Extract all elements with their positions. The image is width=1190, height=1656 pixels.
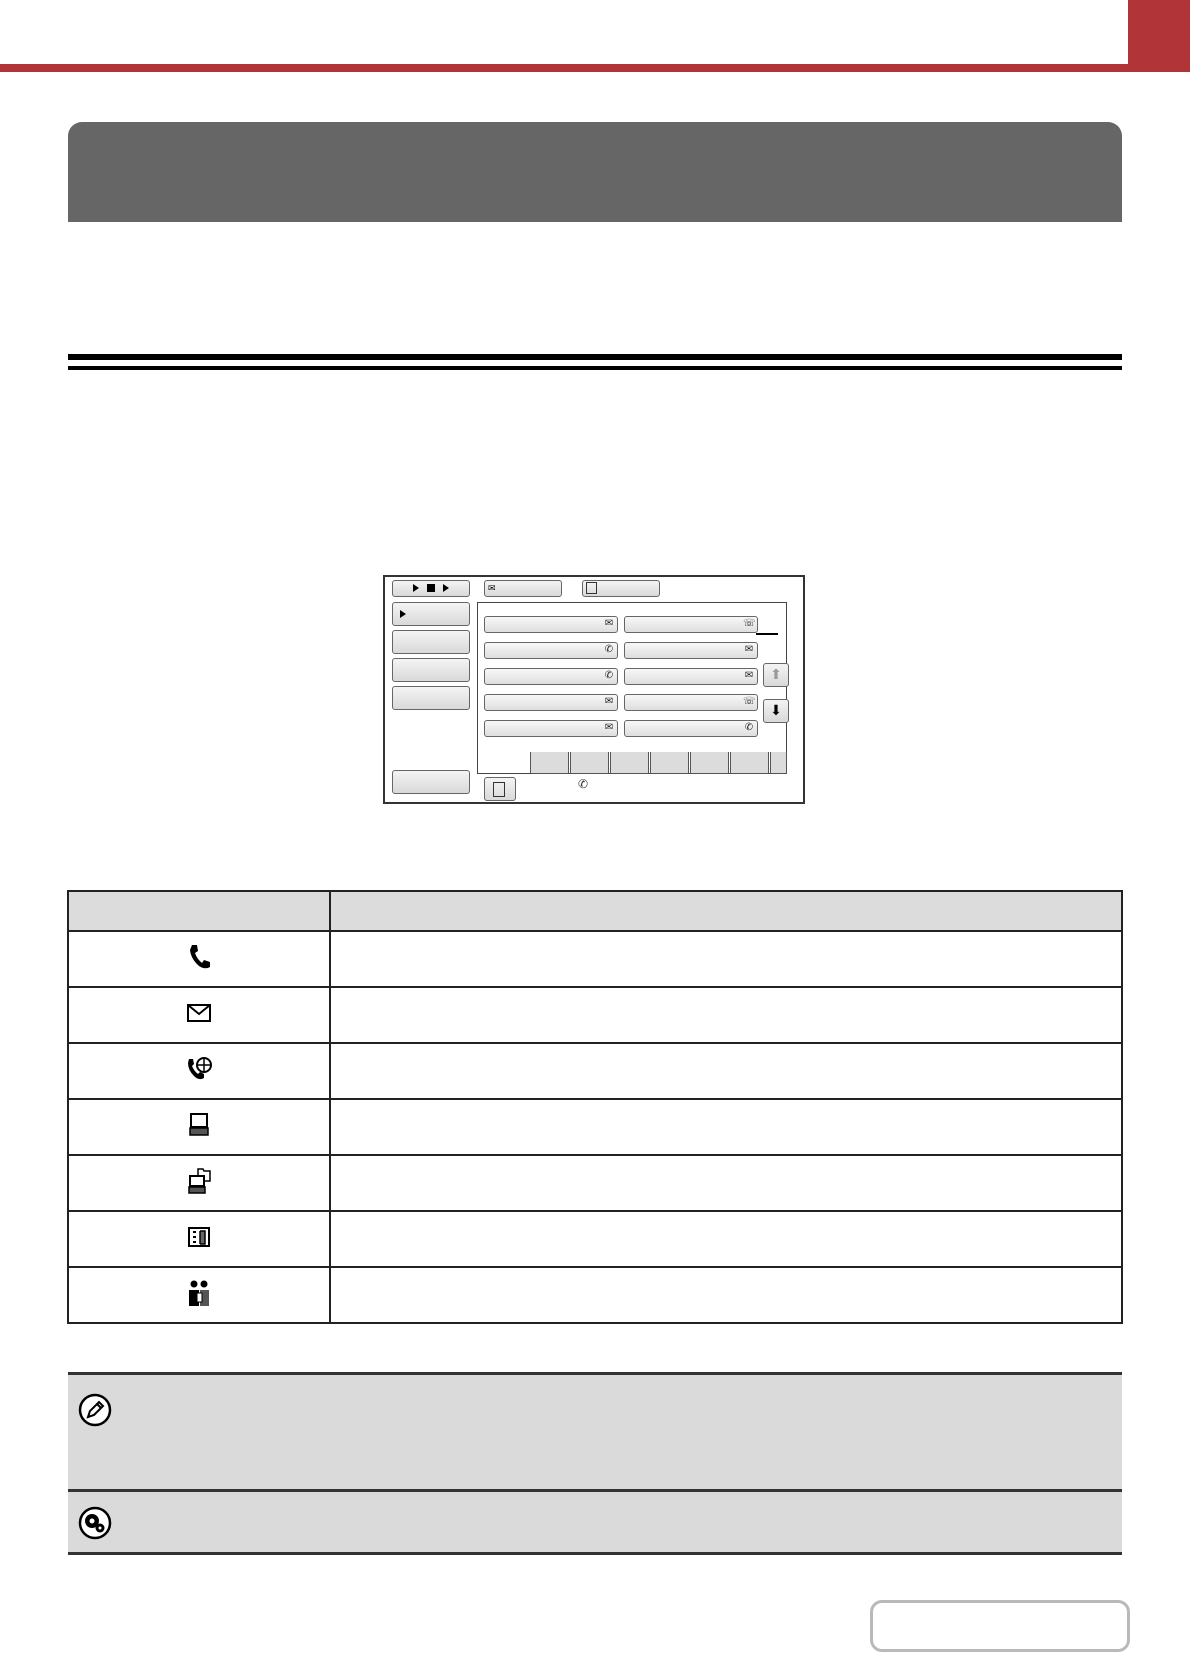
phone-icon bbox=[185, 942, 213, 972]
description-cell bbox=[330, 987, 1122, 1043]
icon-cell bbox=[68, 1211, 330, 1267]
index-tab[interactable] bbox=[690, 752, 729, 774]
network-folder-icon bbox=[185, 1166, 213, 1196]
page-indicator-line bbox=[756, 633, 778, 635]
index-list-icon bbox=[493, 782, 505, 797]
corner-tab bbox=[1128, 0, 1190, 68]
play-icon bbox=[400, 610, 406, 618]
address-list bbox=[477, 602, 787, 774]
index-tab[interactable] bbox=[610, 752, 649, 774]
internet-fax-icon: ☏ bbox=[743, 696, 756, 707]
icon-cell bbox=[68, 1267, 330, 1323]
table-header-row bbox=[68, 891, 1122, 931]
index-tab[interactable] bbox=[530, 752, 569, 774]
address-book-screen bbox=[383, 575, 805, 804]
table-row bbox=[68, 987, 1122, 1043]
table-header-description bbox=[330, 891, 1122, 931]
description-cell bbox=[330, 931, 1122, 987]
sort-address-button[interactable] bbox=[392, 602, 470, 626]
phone-icon: ✆ bbox=[744, 722, 754, 733]
description-cell bbox=[330, 1211, 1122, 1267]
address-entry[interactable] bbox=[624, 668, 758, 685]
description-cell bbox=[330, 1155, 1122, 1211]
icon-cell bbox=[68, 987, 330, 1043]
display-switch-button[interactable] bbox=[392, 580, 470, 597]
address-entry[interactable] bbox=[624, 642, 758, 659]
internet-fax-icon: ☏ bbox=[743, 618, 756, 629]
header-rule bbox=[0, 64, 1190, 72]
ftp-desktop-icon bbox=[185, 1110, 213, 1140]
phone-status-icon: ✆ bbox=[578, 777, 589, 791]
index-tab[interactable] bbox=[570, 752, 609, 774]
table-row bbox=[68, 1267, 1122, 1323]
play-icon bbox=[443, 584, 449, 592]
index-tab[interactable] bbox=[770, 752, 787, 774]
address-entry[interactable] bbox=[484, 694, 618, 711]
side-button-bottom[interactable] bbox=[392, 770, 470, 794]
index-tab[interactable] bbox=[650, 752, 689, 774]
side-button-3[interactable] bbox=[392, 658, 470, 682]
address-entry[interactable] bbox=[624, 616, 758, 633]
arrow-down-icon: ⬇ bbox=[770, 702, 782, 718]
side-button-4[interactable] bbox=[392, 686, 470, 710]
fax-filter-button[interactable] bbox=[582, 580, 660, 597]
table-row bbox=[68, 1211, 1122, 1267]
address-entry[interactable] bbox=[624, 720, 758, 737]
settings-box bbox=[68, 1489, 1122, 1555]
phone-icon: ✆ bbox=[604, 670, 614, 681]
heading-rule-thick bbox=[68, 354, 1122, 360]
table-row bbox=[68, 1099, 1122, 1155]
section-title-band bbox=[68, 122, 1122, 222]
address-entry[interactable] bbox=[484, 642, 618, 659]
mail-icon: ✉ bbox=[604, 722, 614, 733]
address-entry[interactable] bbox=[484, 616, 618, 633]
description-cell bbox=[330, 1267, 1122, 1323]
table-header-icon bbox=[68, 891, 330, 931]
arrow-up-icon: ⬆ bbox=[770, 666, 782, 682]
scroll-up-button[interactable] bbox=[763, 663, 789, 687]
heading-rule-thin bbox=[68, 366, 1122, 370]
address-entry[interactable] bbox=[484, 668, 618, 685]
phone-icon: ✆ bbox=[604, 644, 614, 655]
address-entry[interactable] bbox=[624, 694, 758, 711]
mail-icon: ✉ bbox=[604, 696, 614, 707]
pencil-note-icon bbox=[78, 1393, 112, 1427]
table-row bbox=[68, 1155, 1122, 1211]
internet-fax-icon bbox=[185, 1054, 213, 1084]
mail-icon: ✉ bbox=[744, 644, 754, 655]
table-row bbox=[68, 1043, 1122, 1099]
index-list-icon bbox=[185, 1222, 213, 1252]
contents-button[interactable] bbox=[870, 1600, 1130, 1652]
icon-cell bbox=[68, 1043, 330, 1099]
description-cell bbox=[330, 1099, 1122, 1155]
icon-legend-table bbox=[67, 890, 1123, 1324]
icon-cell bbox=[68, 1099, 330, 1155]
table-row bbox=[68, 931, 1122, 987]
description-cell bbox=[330, 1043, 1122, 1099]
email-filter-button[interactable] bbox=[484, 580, 562, 597]
icon-cell bbox=[68, 1155, 330, 1211]
mail-icon bbox=[185, 998, 213, 1028]
system-settings-icon bbox=[78, 1506, 112, 1540]
group-icon bbox=[185, 1278, 213, 1308]
stop-icon bbox=[427, 584, 435, 592]
address-entry[interactable] bbox=[484, 720, 618, 737]
mail-icon: ✉ bbox=[488, 583, 496, 593]
ftp-desktop-icon bbox=[586, 582, 597, 594]
scroll-down-button[interactable] bbox=[763, 699, 789, 723]
side-button-2[interactable] bbox=[392, 630, 470, 654]
mail-icon: ✉ bbox=[604, 618, 614, 629]
index-tab[interactable] bbox=[730, 752, 769, 774]
note-box bbox=[68, 1372, 1122, 1490]
mail-icon: ✉ bbox=[744, 670, 754, 681]
address-review-button[interactable] bbox=[484, 777, 516, 801]
icon-cell bbox=[68, 931, 330, 987]
play-icon bbox=[413, 584, 419, 592]
